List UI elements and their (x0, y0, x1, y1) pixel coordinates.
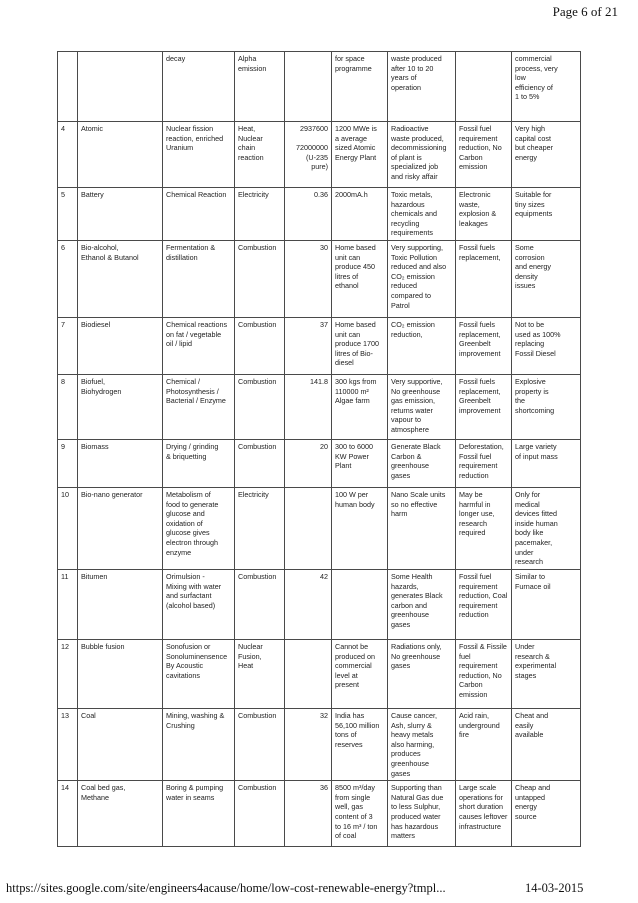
cell-text: May be harmful in longer use, research required (459, 489, 495, 538)
cell-output (235, 52, 285, 122)
cell-text: Bitumen (81, 571, 108, 581)
cell-text: Chemical reactions on fat / vegetable oil / lipid (166, 319, 228, 349)
cell-no (58, 240, 78, 317)
table-body (58, 52, 581, 847)
cell-text: Cannot be produced on commercial level at present (335, 641, 375, 690)
cell-text: 300 to 6000 KW Power Plant (335, 441, 373, 471)
cell-text: Very supporting, Toxic Pollution reduced and also CO₂ emission reduced compared to Patrol (391, 242, 447, 310)
cell-capacity (332, 569, 388, 639)
cell-source (78, 52, 163, 122)
cell-output (235, 439, 285, 487)
cell-remarks (512, 781, 581, 847)
cell-text: Nano Scale units so no effective harm (391, 489, 446, 519)
cell-process (163, 781, 235, 847)
cell-capacity (332, 639, 388, 708)
cell-text: 0.36 (314, 190, 328, 199)
cell-capacity (332, 487, 388, 569)
cell-positives (456, 639, 512, 708)
cell-text: Electricity (238, 190, 269, 199)
cell-text: 7 (61, 319, 65, 329)
cell-text: Metabolism of food to generate glucose and oxidation of glucose gives electron through enzyme (166, 489, 219, 557)
cell-remarks (512, 708, 581, 780)
cell-positives (456, 317, 512, 374)
cell-text: Fossil fuel requirement reduction, Coal requirement reduction (459, 571, 508, 620)
cell-text: Combustion (238, 710, 277, 720)
cell-negatives (388, 781, 456, 847)
cell-text: Combustion (238, 571, 277, 581)
cell-text: 6 (61, 242, 65, 252)
cell-text: Cheap and untapped energy source (515, 783, 551, 821)
cell-positives (456, 240, 512, 317)
cell-text: 42 (320, 571, 328, 581)
cell-text: Electricity (238, 489, 269, 499)
cell-process (163, 569, 235, 639)
footer-date: 14-03-2015 (525, 881, 584, 895)
cell-text: Home based unit can produce 1700 litres of Bio- diesel (335, 319, 379, 368)
cell-output (235, 487, 285, 569)
table-row (58, 188, 581, 241)
cell-remarks (512, 188, 581, 241)
cell-source (78, 781, 163, 847)
cell-text: 9 (61, 441, 65, 451)
cell-positives (456, 52, 512, 122)
cell-cost (285, 240, 332, 317)
footer-url: https://sites.google.com/site/engineers4acause/home/low-cost-renewable-energy?tmpl... (6, 881, 446, 895)
cell-process (163, 487, 235, 569)
cell-source (78, 240, 163, 317)
cell-text: Sonofusion or Sonoluminensence By Acoustic cavitations (166, 641, 228, 680)
cell-text: Fossil & Fissile fuel requirement reduction, No Carbon emission (459, 641, 507, 699)
cell-text: Orimulsion - Mixing with water and surfactant (alcohol based) (166, 571, 222, 610)
cell-negatives (388, 439, 456, 487)
cell-text: Boring & pumping water in seams (166, 783, 224, 802)
cell-text: Electronic waste, explosion & leakages (459, 190, 497, 228)
cell-text: Nuclear Fusion, Heat (238, 641, 263, 671)
cell-no (58, 487, 78, 569)
cell-text: Combustion (238, 783, 277, 793)
cell-cost (285, 639, 332, 708)
cell-text: Cheat and easily available (515, 710, 549, 740)
cell-text: 141.8 (310, 376, 328, 386)
cell-cost (285, 487, 332, 569)
cell-negatives (388, 188, 456, 241)
cell-text: 37 (320, 319, 328, 329)
cell-source (78, 487, 163, 569)
cell-process (163, 240, 235, 317)
cell-text: Fossil fuels replacement, (459, 242, 501, 262)
cell-text: Toxic metals, hazardous chemicals and recycling requirements (391, 190, 437, 238)
cell-text: Biofuel, Biohydrogen (81, 376, 122, 396)
cell-text: 8500 m³/day from single well, gas content of 3 to 16 m³ / ton of coal (335, 783, 378, 841)
cell-negatives (388, 374, 456, 439)
cell-cost (285, 317, 332, 374)
table-row (58, 708, 581, 780)
cell-negatives (388, 487, 456, 569)
cell-text: Alpha emission (238, 54, 267, 73)
cell-cost (285, 439, 332, 487)
cell-source (78, 317, 163, 374)
cell-text: 100 W per human body (335, 489, 375, 509)
cell-negatives (388, 122, 456, 188)
cell-text: Explosive property is the shortcoming (515, 376, 555, 415)
cell-cost (285, 781, 332, 847)
cell-cost (285, 708, 332, 780)
cell-positives (456, 569, 512, 639)
cell-text: 30 (320, 242, 328, 252)
cell-text: Bio-alcohol, Ethanol & Butanol (81, 242, 139, 262)
cell-text: Some Health hazards, generates Black carbon and greenhouse gases (391, 571, 443, 629)
cell-positives (456, 122, 512, 188)
cell-capacity (332, 781, 388, 847)
cell-text: Fossil fuels replacement, Greenbelt improvement (459, 376, 501, 415)
energy-sources-table (57, 51, 581, 847)
cell-remarks (512, 569, 581, 639)
cell-text: Similar to Furnace oil (515, 571, 551, 591)
table-row (58, 52, 581, 122)
cell-text: Coal (81, 710, 96, 720)
cell-text: 2937600 72000000 (U-235 pure) (296, 124, 328, 172)
cell-output (235, 374, 285, 439)
cell-process (163, 439, 235, 487)
cell-process (163, 639, 235, 708)
cell-positives (456, 708, 512, 780)
cell-text: Radiations only, No greenhouse gases (391, 641, 442, 671)
cell-negatives (388, 569, 456, 639)
cell-text: Supporting than Natural Gas due to less Sulphur, produced water has hazardous matters (391, 783, 444, 841)
table-row (58, 122, 581, 188)
table-row (58, 639, 581, 708)
table-row (58, 487, 581, 569)
cell-positives (456, 188, 512, 241)
cell-negatives (388, 52, 456, 122)
cell-negatives (388, 639, 456, 708)
cell-positives (456, 439, 512, 487)
cell-text: Fossil fuel requirement reduction, No Carbon emission (459, 124, 502, 172)
cell-text: Only for medical devices fitted inside human body like pacemaker, under research (515, 489, 558, 567)
table-row (58, 317, 581, 374)
cell-remarks (512, 240, 581, 317)
cell-text: 1200 MWe is a average sized Atomic Energy Plant (335, 124, 377, 162)
cell-text: Atomic (81, 124, 103, 133)
cell-text: Bubble fusion (81, 641, 125, 651)
cell-text: 2000mA.h (335, 190, 368, 199)
cell-capacity (332, 439, 388, 487)
cell-text: Fermentation & distillation (166, 242, 216, 262)
cell-source (78, 439, 163, 487)
cell-process (163, 708, 235, 780)
cell-source (78, 374, 163, 439)
cell-no (58, 52, 78, 122)
cell-text: 12 (61, 641, 69, 651)
cell-cost (285, 374, 332, 439)
cell-source (78, 569, 163, 639)
cell-output (235, 240, 285, 317)
cell-remarks (512, 487, 581, 569)
cell-cost (285, 122, 332, 188)
cell-output (235, 122, 285, 188)
cell-output (235, 639, 285, 708)
cell-no (58, 317, 78, 374)
cell-text: Biomass (81, 441, 109, 451)
cell-negatives (388, 240, 456, 317)
cell-text: Very high capital cost but cheaper energy (515, 124, 553, 162)
cell-output (235, 317, 285, 374)
cell-remarks (512, 439, 581, 487)
cell-capacity (332, 122, 388, 188)
cell-output (235, 569, 285, 639)
cell-cost (285, 188, 332, 241)
cell-text: Radioactive waste produced, decommissioning of plant is specialized job and risky affair (391, 124, 447, 181)
cell-text: Deforestation, Fossil fuel requirement reduction (459, 441, 504, 480)
cell-text: Chemical Reaction (166, 190, 227, 199)
cell-text: commercial process, very low efficiency of 1 to 5% (515, 54, 558, 102)
cell-text: Generate Black Carbon & greenhouse gases (391, 441, 441, 480)
cell-text: 13 (61, 710, 69, 720)
cell-text: Fossil fuels replacement, Greenbelt improvement (459, 319, 501, 358)
cell-cost (285, 569, 332, 639)
cell-text: 300 kgs from 110000 m² Algae farm (335, 376, 377, 406)
cell-cost (285, 52, 332, 122)
cell-capacity (332, 52, 388, 122)
cell-text: Combustion (238, 319, 277, 329)
cell-text: Under research & experimental stages (515, 641, 557, 680)
cell-no (58, 188, 78, 241)
cell-capacity (332, 708, 388, 780)
cell-source (78, 188, 163, 241)
cell-no (58, 569, 78, 639)
cell-text: Nuclear fission reaction, enriched Uranium (166, 124, 224, 153)
cell-text: 5 (61, 190, 65, 199)
page-number-label: Page 6 of 21 (552, 4, 618, 19)
cell-text: India has 56,100 million tons of reserves (335, 710, 380, 749)
cell-text: Coal bed gas, Methane (81, 783, 126, 802)
cell-output (235, 781, 285, 847)
cell-text: 11 (61, 571, 69, 581)
cell-remarks (512, 317, 581, 374)
cell-capacity (332, 188, 388, 241)
cell-text: CO₂ emission reduction, (391, 319, 435, 339)
cell-text: 20 (320, 441, 328, 451)
cell-source (78, 708, 163, 780)
cell-no (58, 639, 78, 708)
cell-process (163, 52, 235, 122)
cell-text: Suitable for tiny sizes equipments (515, 190, 553, 219)
table-row (58, 374, 581, 439)
cell-text: 14 (61, 783, 69, 793)
cell-negatives (388, 317, 456, 374)
cell-remarks (512, 639, 581, 708)
cell-no (58, 122, 78, 188)
cell-text: waste produced after 10 to 20 years of operation (391, 54, 442, 92)
cell-text: Combustion (238, 441, 277, 451)
cell-output (235, 188, 285, 241)
cell-text: 10 (61, 489, 69, 499)
cell-text: Battery (81, 190, 104, 199)
table-row (58, 240, 581, 317)
cell-text: Not to be used as 100% replacing Fossil Diesel (515, 319, 561, 358)
cell-text: Bio-nano generator (81, 489, 143, 499)
cell-source (78, 122, 163, 188)
cell-capacity (332, 374, 388, 439)
cell-positives (456, 781, 512, 847)
cell-text: 32 (320, 710, 328, 720)
cell-remarks (512, 52, 581, 122)
cell-text: Combustion (238, 376, 277, 386)
cell-output (235, 708, 285, 780)
cell-text: 4 (61, 124, 65, 133)
cell-process (163, 374, 235, 439)
cell-remarks (512, 374, 581, 439)
cell-negatives (388, 708, 456, 780)
cell-source (78, 639, 163, 708)
cell-no (58, 374, 78, 439)
table-row (58, 569, 581, 639)
cell-text: Mining, washing & Crushing (166, 710, 225, 730)
cell-text: decay (166, 54, 186, 63)
cell-text: Biodiesel (81, 319, 111, 329)
cell-text: 36 (320, 783, 328, 793)
cell-capacity (332, 240, 388, 317)
cell-text: Large scale operations for short duration causes leftover infrastructure (459, 783, 508, 831)
cell-text: Combustion (238, 242, 277, 252)
cell-text: for space programme (335, 54, 372, 73)
cell-text: Very supportive, No greenhouse gas emission, returns water vapour to atmosphere (391, 376, 443, 434)
cell-text: 8 (61, 376, 65, 386)
cell-text: Chemical / Photosynthesis / Bacterial / Enzyme (166, 376, 226, 406)
cell-text: Acid rain, underground fire (459, 710, 500, 740)
cell-no (58, 708, 78, 780)
cell-text: Drying / grinding & briquetting (166, 441, 219, 461)
cell-text: Heat, Nuclear chain reaction (238, 124, 264, 162)
table-row (58, 439, 581, 487)
cell-text: Large variety of input mass (515, 441, 558, 461)
cell-capacity (332, 317, 388, 374)
cell-process (163, 122, 235, 188)
table-row (58, 781, 581, 847)
cell-positives (456, 374, 512, 439)
cell-no (58, 439, 78, 487)
cell-text: Home based unit can produce 450 litres of ethanol (335, 242, 376, 291)
cell-text: Cause cancer, Ash, slurry & heavy metals also harming, produces greenhouse gases (391, 710, 437, 778)
cell-remarks (512, 122, 581, 188)
cell-no (58, 781, 78, 847)
cell-process (163, 317, 235, 374)
cell-text: Some corrosion and energy density issues (515, 242, 551, 291)
cell-process (163, 188, 235, 241)
cell-positives (456, 487, 512, 569)
